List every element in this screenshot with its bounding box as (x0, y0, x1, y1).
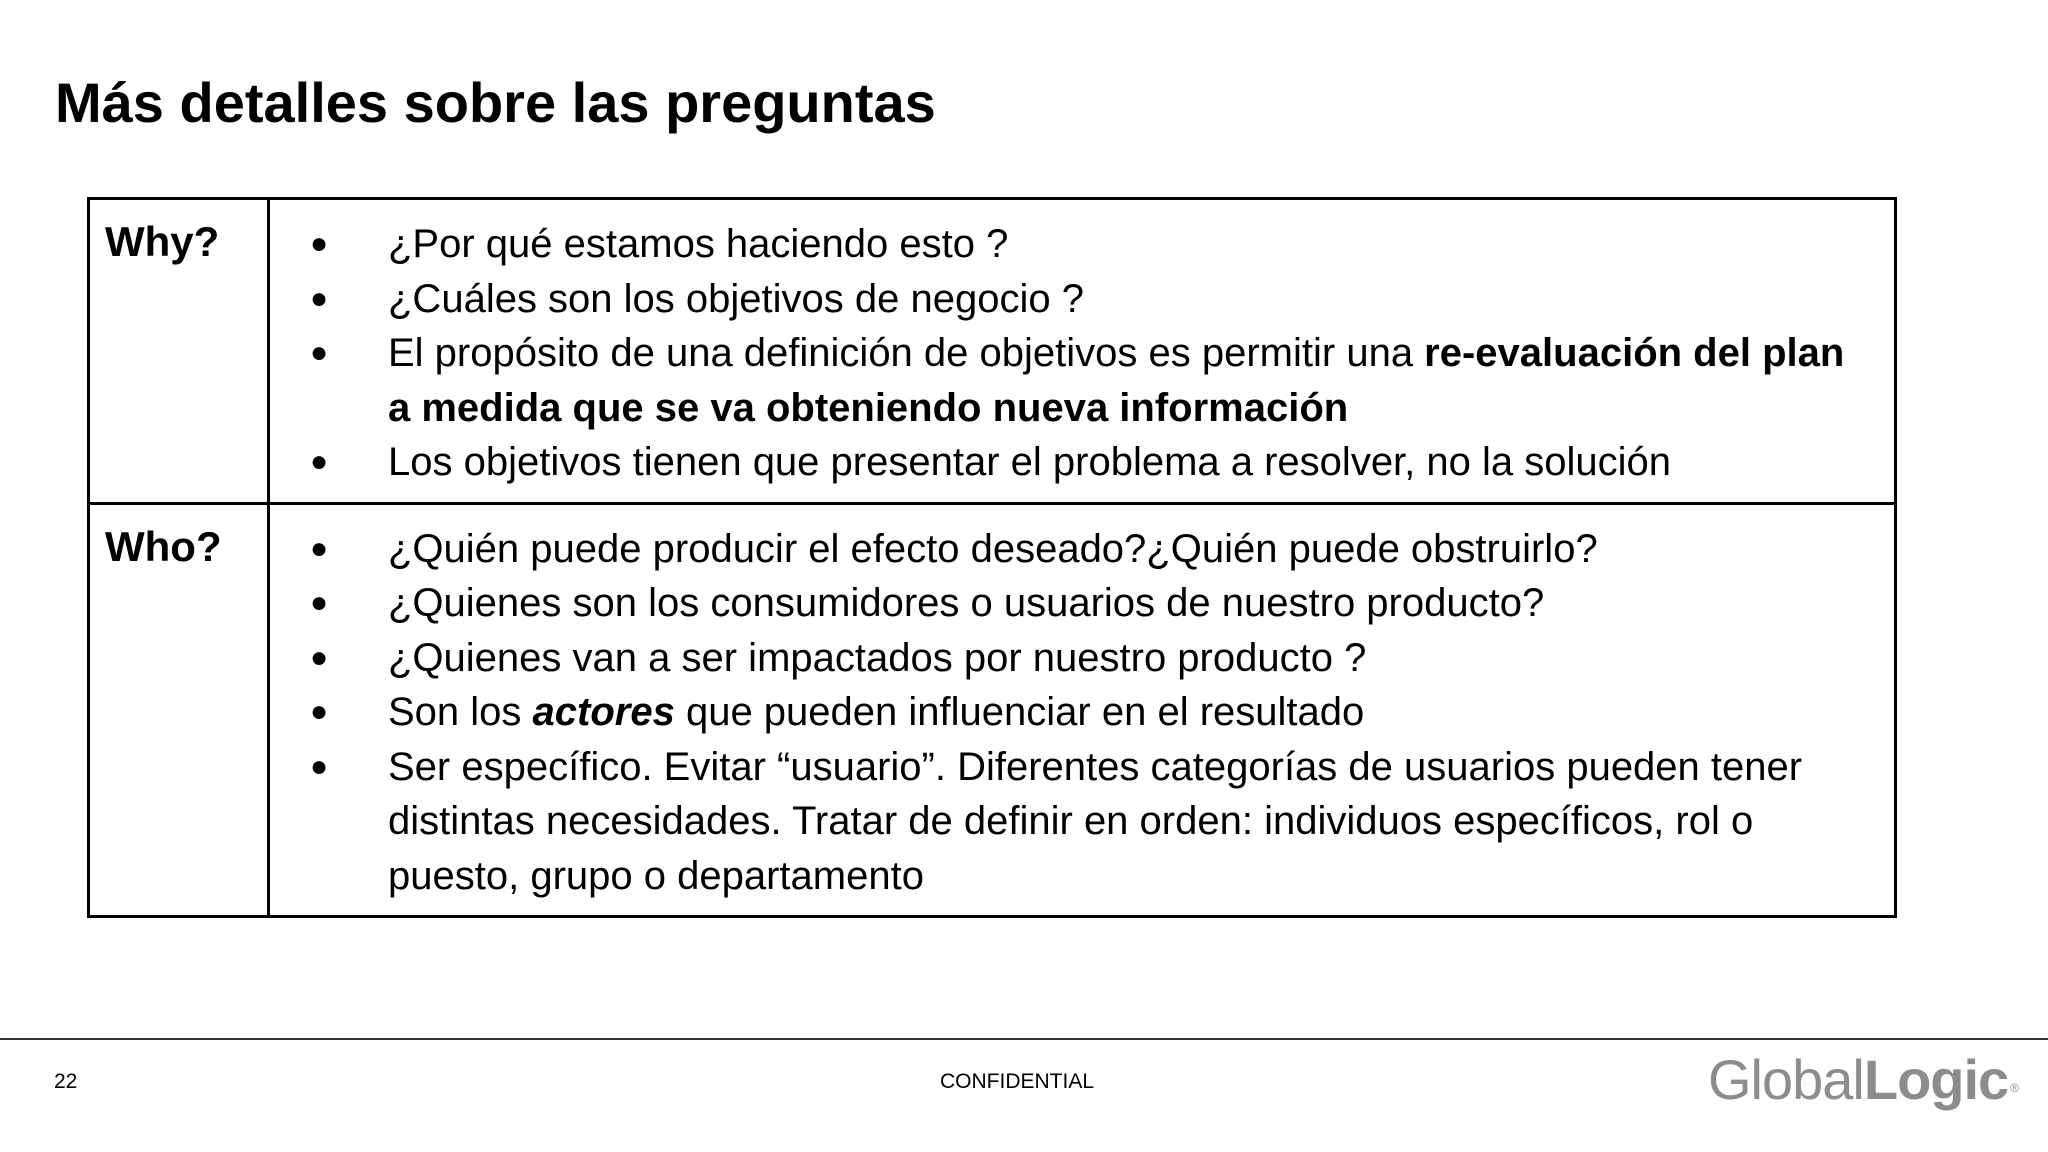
row-content-who (269, 503, 1896, 917)
list-item-text: ¿Cuáles son los objetivos de negocio ? (388, 276, 1084, 321)
logo-text-global: Global (1708, 1048, 1864, 1111)
bullet-icon: ● (310, 749, 329, 783)
globallogic-logo (1708, 1040, 2018, 1120)
list-item-text: actores (532, 690, 675, 734)
list-item-text: que pueden influenciar en el resultado (674, 690, 1365, 734)
list-item-text: Ser específico. Evitar “usuario”. Diferentes categorías de usuarios pueden tener distintas necesidades. Tratar de definir en orden: individuos específicos, rol o puesto, grupo o departamento (388, 744, 1803, 898)
bullet-icon: ● (310, 531, 329, 565)
logo-registered-mark: ® (2010, 1081, 2019, 1095)
list-item-text: ¿Quién puede producir el efecto deseado?¿Quién puede obstruirlo? (388, 526, 1598, 571)
bullet-icon: ● (310, 586, 329, 619)
confidential-label: CONFIDENTIAL (940, 1070, 1095, 1093)
slide-title: Más detalles sobre las preguntas (55, 71, 936, 134)
list-item-text: re-evaluación del plan a medida que se va obteniendo nueva información (388, 331, 1845, 430)
list-item (310, 272, 1876, 327)
row-label-who: Who? (89, 503, 269, 917)
bullet-icon: ● (310, 695, 329, 728)
list-item (310, 576, 1876, 631)
list-item (310, 326, 1876, 435)
list-item (310, 740, 1876, 904)
bullet-icon: ● (310, 640, 329, 674)
list-item-text: El propósito de una definición de objetivos es permitir una (388, 331, 1425, 375)
list-item (310, 685, 1876, 740)
row-label-why: Why? (89, 199, 269, 504)
list-item (310, 217, 1876, 272)
table-row-who (89, 503, 1896, 917)
list-item-text: Los objetivos tienen que presentar el problema a resolver, no la solución (388, 440, 1672, 484)
table-row-why (89, 199, 1896, 504)
logo-text-logic: Logic (1863, 1048, 2009, 1111)
list-item (310, 435, 1876, 490)
list-item (310, 522, 1876, 577)
questions-table (87, 197, 1897, 918)
bullet-icon: ● (310, 281, 329, 315)
bullet-icon: ● (310, 227, 329, 260)
page-number: 22 (54, 1070, 78, 1093)
list-item-text: ¿Por qué estamos haciendo esto ? (388, 222, 1009, 266)
row-content-why (269, 199, 1896, 504)
list-item-text: Son los (388, 690, 533, 734)
bullet-list-why (310, 217, 1876, 490)
bullet-list-who (310, 522, 1876, 904)
list-item-text: ¿Quienes van a ser impactados por nuestro producto ? (388, 635, 1367, 680)
list-item-text: ¿Quienes son los consumidores o usuarios de nuestro producto? (388, 581, 1545, 625)
list-item (310, 631, 1876, 686)
bullet-icon: ● (310, 445, 329, 478)
bullet-icon: ● (310, 336, 329, 369)
